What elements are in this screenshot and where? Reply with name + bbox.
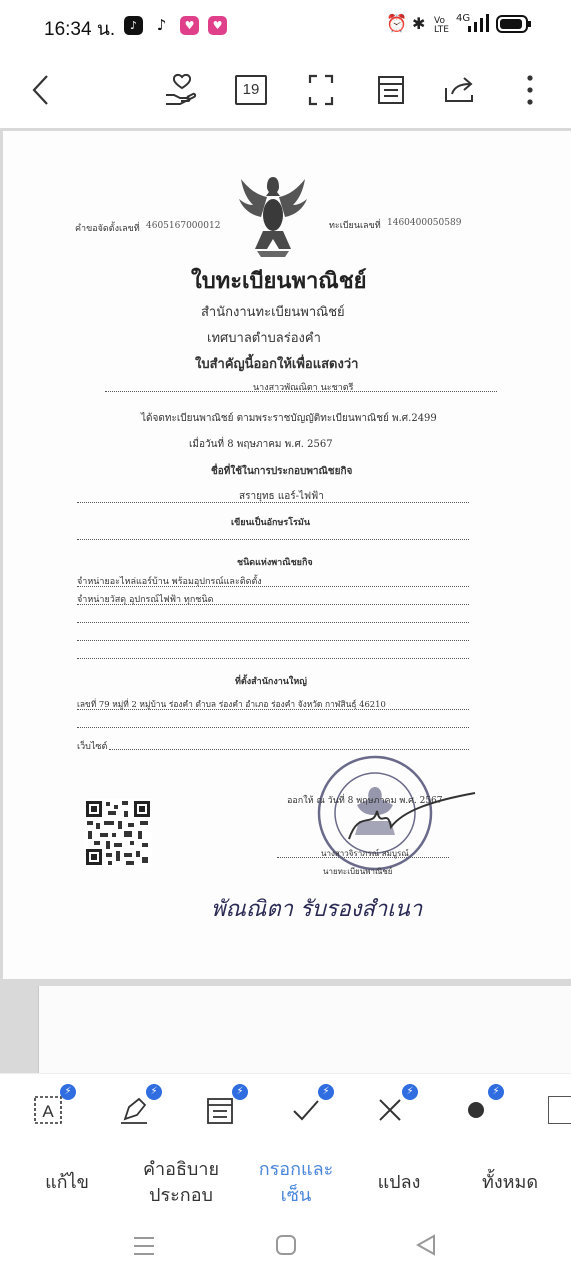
rectangle-tool[interactable] bbox=[548, 1096, 571, 1124]
tool-badge-icon: ⚡ bbox=[488, 1084, 504, 1100]
address-line-1 bbox=[77, 709, 469, 710]
owner-name: นางสาวพัณณิตา นะชาตรี bbox=[253, 383, 354, 393]
website-line bbox=[109, 749, 469, 750]
owner-name-line bbox=[105, 391, 497, 392]
home-icon[interactable] bbox=[274, 1233, 298, 1257]
business-type-1: จำหน่ายอะไหล่แอร์บ้าน พร้อมอุปกรณ์และติดตั้ง bbox=[77, 577, 262, 587]
registration-number-label: ทะเบียนเลขที่ bbox=[329, 221, 381, 231]
request-number-label: คำขอจัดตั้งเลขที่ bbox=[75, 224, 140, 234]
head-office-label: ที่ตั้งสำนักงานใหญ่ bbox=[235, 677, 307, 687]
bluetooth-icon: ✱ bbox=[412, 14, 426, 33]
bottom-tab-bar bbox=[0, 1143, 571, 1223]
system-nav-bar bbox=[0, 1223, 571, 1280]
handwritten-certification: พัณณิตา รับรองสำเนา bbox=[211, 897, 423, 922]
business-type-2: จำหน่ายวัสดุ อุปกรณ์ไฟฟ้า ทุกชนิด bbox=[77, 595, 214, 605]
volte-icon: Vo LTE bbox=[434, 16, 449, 35]
registration-office: สำนักงานทะเบียนพาณิชย์ bbox=[201, 305, 345, 320]
alarm-icon: ⏰ bbox=[386, 14, 408, 34]
tab-annotate[interactable] bbox=[128, 1143, 234, 1223]
tool-badge-icon: ⚡ bbox=[232, 1084, 248, 1100]
status-time: 16:34 น. bbox=[44, 19, 116, 40]
tool-badge-icon: ⚡ bbox=[60, 1084, 76, 1100]
qr-code-icon bbox=[84, 799, 152, 867]
address-line-2 bbox=[77, 727, 469, 728]
share-icon bbox=[444, 76, 478, 104]
cross-icon bbox=[375, 1095, 405, 1125]
fill-sign-tools bbox=[0, 1073, 571, 1144]
tool-badge-icon: ⚡ bbox=[146, 1084, 162, 1100]
business-type-line-2 bbox=[77, 604, 469, 605]
business-name-label: ชื่อที่ใช้ในการประกอบพาณิชยกิจ bbox=[211, 466, 353, 477]
tool-badge-icon: ⚡ bbox=[318, 1084, 334, 1100]
status-bar bbox=[0, 0, 571, 52]
request-number: 4605167000012 bbox=[146, 221, 221, 231]
text-box-icon bbox=[33, 1095, 63, 1125]
roman-name-label: เขียนเป็นอักษรโรมัน bbox=[231, 518, 310, 528]
check-tool[interactable] bbox=[286, 1086, 330, 1130]
form-fill-tool[interactable] bbox=[200, 1086, 244, 1130]
back-nav-icon[interactable] bbox=[414, 1233, 438, 1257]
form-list-icon bbox=[205, 1095, 235, 1125]
hand-heart-icon bbox=[164, 73, 200, 107]
svg-text:A: A bbox=[42, 1102, 54, 1121]
tiktok-icon: ♪ bbox=[124, 16, 143, 35]
garuda-emblem-icon bbox=[231, 173, 315, 259]
page-count-button[interactable] bbox=[234, 70, 268, 110]
registration-date: เมื่อวันที่ 8 พฤษภาคม พ.ศ. 2567 bbox=[189, 439, 333, 450]
text-box-tool[interactable] bbox=[28, 1086, 72, 1130]
business-type-line-3 bbox=[77, 622, 469, 623]
document-viewer[interactable] bbox=[0, 128, 571, 1073]
head-office-address: เลขที่ 79 หมู่ที่ 2 หมู่บ้าน ร่องคำ ตำบล ร่องคำ อำเภอ ร่องคำ จังหวัด กาฬสินธุ์ 46210 bbox=[77, 699, 386, 709]
signal-icon bbox=[466, 14, 490, 34]
back-button[interactable] bbox=[26, 70, 56, 110]
registration-number: 1460400050589 bbox=[387, 218, 462, 228]
more-vertical-icon bbox=[526, 74, 534, 106]
share-button[interactable] bbox=[442, 70, 480, 110]
business-name: สรายุทธ แอร์-ไฟฟ้า bbox=[239, 491, 324, 502]
certificate-statement: ใบสำคัญนี้ออกให้เพื่อแสดงว่า bbox=[195, 357, 359, 372]
document-title: ใบทะเบียนพาณิชย์ bbox=[191, 268, 367, 294]
battery-icon bbox=[496, 15, 532, 33]
back-arrow-icon bbox=[31, 74, 51, 106]
top-toolbar bbox=[0, 52, 571, 128]
tab-annotate-label: คำอธิบาย ประกอบ bbox=[142, 1159, 220, 1206]
roman-name-line bbox=[77, 539, 469, 540]
issue-date: ออกให้ ณ วันที่ 8 พฤษภาคม พ.ศ. 2567 bbox=[287, 796, 443, 806]
document-page bbox=[3, 131, 571, 979]
tab-convert[interactable]: แปลง bbox=[377, 1172, 421, 1193]
network-type: 4G bbox=[456, 13, 471, 24]
municipality: เทศบาลตำบลร่องคำ bbox=[207, 331, 321, 346]
reading-mode-button[interactable] bbox=[374, 70, 408, 110]
fullscreen-button[interactable] bbox=[304, 70, 338, 110]
page-count: 19 bbox=[235, 75, 267, 105]
tiktok-lite-icon: ♪ bbox=[152, 16, 171, 35]
tool-badge-icon: ⚡ bbox=[402, 1084, 418, 1100]
tab-edit[interactable]: แก้ไข bbox=[45, 1172, 89, 1193]
business-type-label: ชนิดแห่งพาณิชยกิจ bbox=[237, 558, 313, 568]
dot-tool[interactable] bbox=[456, 1086, 500, 1130]
dot-icon bbox=[461, 1095, 491, 1125]
document-view-icon bbox=[377, 75, 405, 105]
checkmark-icon bbox=[291, 1095, 321, 1125]
tab-fill-sign[interactable] bbox=[248, 1143, 344, 1223]
next-document-page bbox=[38, 986, 571, 1073]
recent-apps-icon[interactable] bbox=[132, 1235, 156, 1257]
line-app-icon: ♥ bbox=[180, 16, 199, 35]
website-label: เว็บไซต์ bbox=[77, 742, 108, 752]
donate-button[interactable] bbox=[162, 70, 202, 110]
fullscreen-icon bbox=[308, 74, 334, 106]
tab-fill-sign-label: กรอกและ เซ็น bbox=[258, 1159, 334, 1206]
tab-all[interactable]: ทั้งหมด bbox=[481, 1172, 539, 1193]
business-type-line-4 bbox=[77, 640, 469, 641]
registrar-name: นางสาวจิราภรณ์ สมบูรณ์ bbox=[321, 849, 409, 858]
cross-tool[interactable] bbox=[370, 1086, 414, 1130]
pen-sign-icon bbox=[119, 1095, 149, 1125]
registration-statement: ได้จดทะเบียนพาณิชย์ ตามพระราชบัญญัติทะเบียนพาณิชย์ พ.ศ.2499 bbox=[141, 413, 437, 424]
line-app-2-icon: ♥ bbox=[208, 16, 227, 35]
more-options-button[interactable] bbox=[518, 70, 542, 110]
business-name-line bbox=[77, 502, 469, 503]
business-type-line-1 bbox=[77, 586, 469, 587]
registrar-title: นายทะเบียนพาณิชย์ bbox=[323, 867, 393, 876]
signature-tool[interactable] bbox=[114, 1086, 158, 1130]
business-type-line-5 bbox=[77, 658, 469, 659]
